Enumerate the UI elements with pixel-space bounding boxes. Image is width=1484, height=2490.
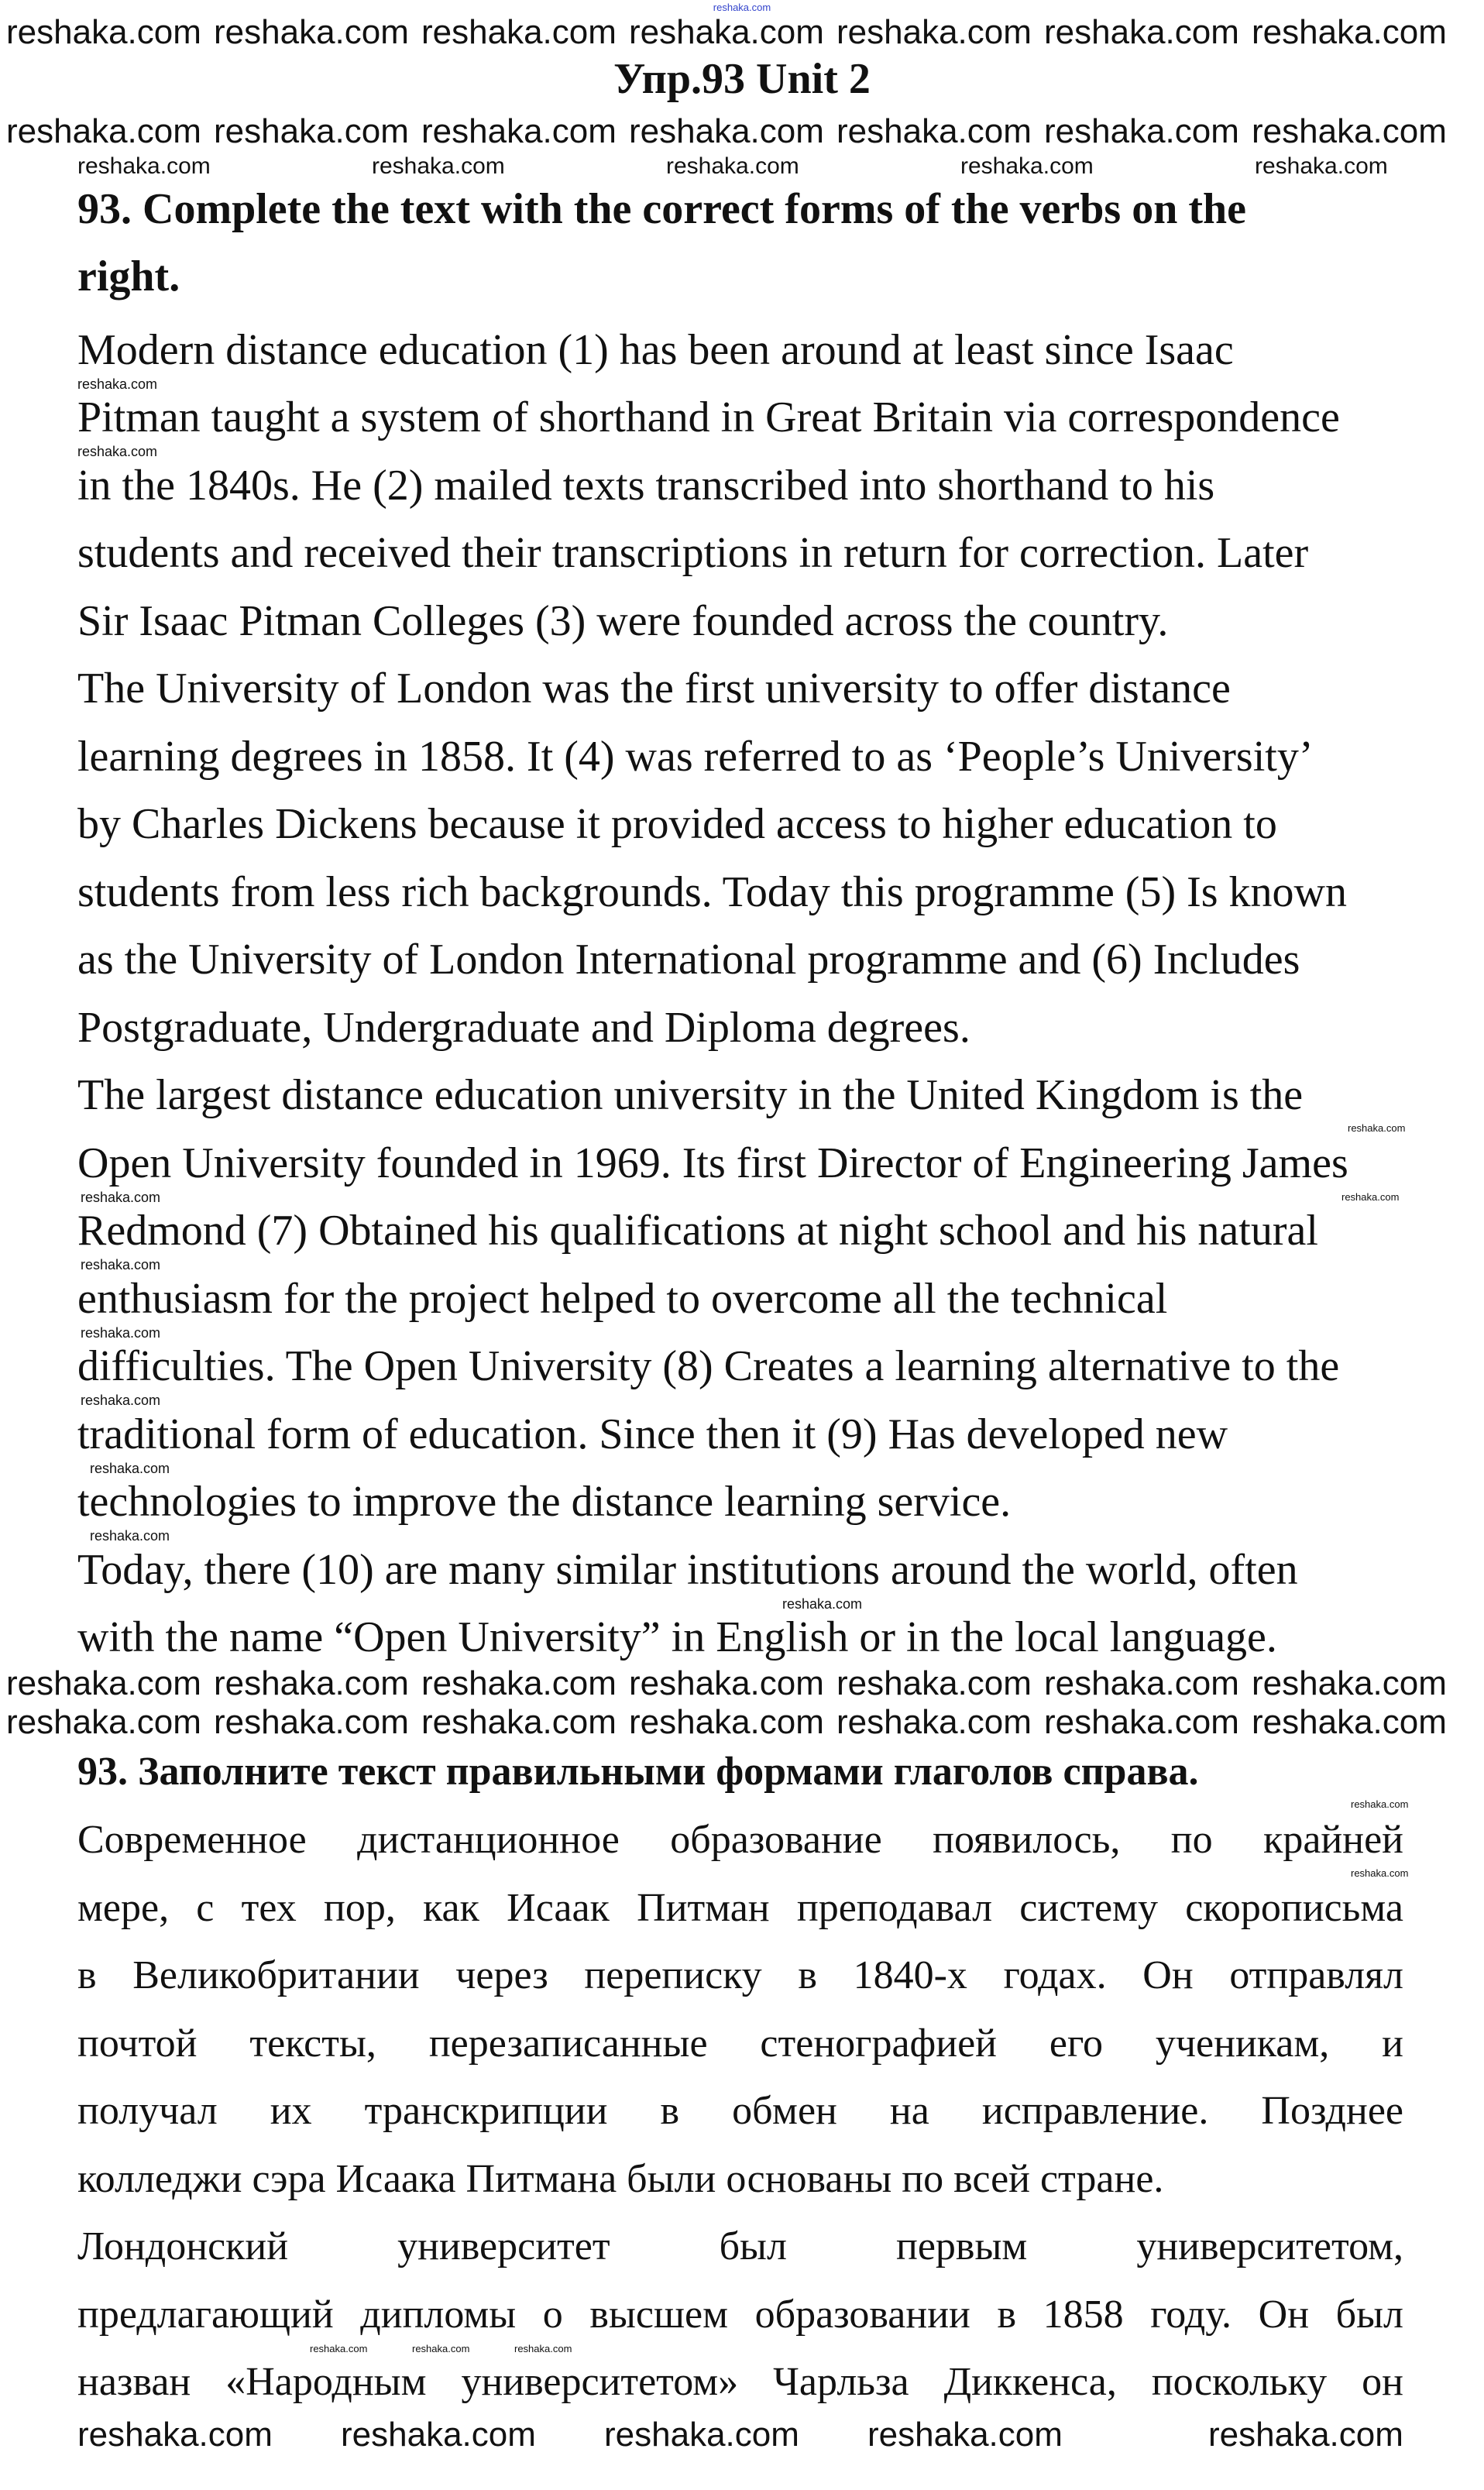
watermark: reshaka.com: [1044, 1703, 1239, 1741]
text-line: traditional form of education. Since then it (9) Has developed new: [77, 1410, 1228, 1458]
watermark: reshaka.com: [1044, 1664, 1239, 1702]
watermark: reshaka.com: [310, 2343, 368, 2354]
text-line: в Великобритании через переписку в 1840-х годах. Он отправлял: [77, 1953, 1403, 1997]
watermark: reshaka.com: [77, 444, 158, 459]
watermark: reshaka.com: [782, 1596, 863, 1612]
text-line: enthusiasm for the project helped to overcome all the technical: [77, 1275, 1168, 1323]
watermark: reshaka.com: [81, 1257, 161, 1272]
text-line: students from less rich backgrounds. Today this programme (5) Is known: [77, 868, 1347, 916]
text-line: Redmond (7) Obtained his qualifications at night school and his natural: [77, 1207, 1318, 1255]
watermark: reshaka.com: [421, 1664, 617, 1702]
watermark: reshaka.com: [81, 1325, 161, 1341]
page-title: Упр.93 Unit 2: [613, 55, 871, 103]
text-line: Postgraduate, Undergraduate and Diploma degrees.: [77, 1004, 970, 1052]
watermark: reshaka.com: [629, 112, 824, 150]
watermark: reshaka.com: [1351, 1867, 1409, 1879]
watermark: reshaka.com: [1208, 2416, 1403, 2454]
watermark: reshaka.com: [81, 1190, 161, 1205]
text-line: as the University of London International programme and (6) Includes: [77, 936, 1300, 984]
text-line: Today, there (10) are many similar institutions around the world, often: [77, 1546, 1298, 1594]
watermark: reshaka.com: [421, 112, 617, 150]
watermark: reshaka.com: [836, 112, 1032, 150]
watermark: reshaka.com: [1252, 112, 1447, 150]
russian-heading: 93. Заполните текст правильными формами глаголов справа.: [77, 1750, 1199, 1794]
watermark: reshaka.com: [6, 13, 201, 51]
watermark: reshaka.com: [666, 153, 799, 179]
english-heading: 93. Complete the text with the correct forms of the verbs on the: [77, 185, 1246, 233]
text-line: learning degrees in 1858. It (4) was referred to as ‘People’s University’: [77, 733, 1314, 781]
text-line: technologies to improve the distance learning service.: [77, 1478, 1012, 1526]
text-line: Современное дистанционное образование появилось, по крайней: [77, 1818, 1403, 1862]
watermark: reshaka.com: [81, 1393, 161, 1408]
english-heading-cont: right.: [77, 252, 180, 301]
watermark: reshaka.com: [214, 1703, 409, 1741]
text-line: колледжи сэра Исаака Питмана были основаны по всей стране.: [77, 2157, 1164, 2201]
watermark: reshaka.com: [836, 1664, 1032, 1702]
watermark: reshaka.com: [1044, 112, 1239, 150]
text-line: The largest distance education university in the United Kingdom is the: [77, 1071, 1304, 1119]
text-line: предлагающий дипломы о высшем образовании в 1858 году. Он был: [77, 2293, 1403, 2337]
watermark: reshaka.com: [1255, 153, 1388, 179]
text-line: получал их транскрипции в обмен на исправление. Позднее: [77, 2089, 1403, 2133]
watermark: reshaka.com: [867, 2416, 1063, 2454]
watermark: reshaka.com: [836, 1703, 1032, 1741]
top-watermark: reshaka.com: [713, 2, 771, 13]
watermark: reshaka.com: [629, 13, 824, 51]
text-line: Open University founded in 1969. Its first Director of Engineering James: [77, 1139, 1348, 1187]
text-line: Лондонский университет был первым университетом,: [77, 2224, 1403, 2268]
watermark: reshaka.com: [6, 1664, 201, 1702]
watermark: reshaka.com: [1044, 13, 1239, 51]
watermark: reshaka.com: [960, 153, 1094, 179]
watermark: reshaka.com: [341, 2416, 536, 2454]
watermark: reshaka.com: [90, 1528, 170, 1544]
watermark: reshaka.com: [214, 13, 409, 51]
watermark: reshaka.com: [1348, 1122, 1406, 1134]
text-line: назван «Народным университетом» Чарльза Диккенса, поскольку он: [77, 2360, 1403, 2404]
watermark: reshaka.com: [629, 1703, 824, 1741]
watermark: reshaka.com: [604, 2416, 799, 2454]
watermark: reshaka.com: [412, 2343, 470, 2354]
watermark: reshaka.com: [836, 13, 1032, 51]
text-line: by Charles Dickens because it provided access to higher education to: [77, 800, 1277, 848]
text-line: Pitman taught a system of shorthand in Great Britain via correspondence: [77, 393, 1340, 441]
watermark: reshaka.com: [214, 112, 409, 150]
watermark: reshaka.com: [514, 2343, 572, 2354]
text-line: почтой тексты, перезаписанные стенографией его ученикам, и: [77, 2021, 1403, 2066]
watermark: reshaka.com: [421, 13, 617, 51]
watermark: reshaka.com: [77, 2416, 273, 2454]
text-line: difficulties. The Open University (8) Creates a learning alternative to the: [77, 1342, 1340, 1390]
watermark: reshaka.com: [1341, 1191, 1400, 1203]
text-line: with the name “Open University” in English or in the local language.: [77, 1613, 1277, 1661]
text-line: мере, с тех пор, как Исаак Питман преподавал систему скорописьма: [77, 1886, 1403, 1930]
watermark: reshaka.com: [1252, 1703, 1447, 1741]
watermark: reshaka.com: [6, 1703, 201, 1741]
watermark: reshaka.com: [77, 153, 211, 179]
watermark: reshaka.com: [214, 1664, 409, 1702]
watermark: reshaka.com: [90, 1461, 170, 1476]
text-line: in the 1840s. He (2) mailed texts transcribed into shorthand to his: [77, 462, 1215, 510]
watermark: reshaka.com: [77, 376, 158, 392]
watermark: reshaka.com: [1252, 1664, 1447, 1702]
watermark: reshaka.com: [6, 112, 201, 150]
watermark: reshaka.com: [629, 1664, 824, 1702]
watermark: reshaka.com: [1351, 1798, 1409, 1810]
watermark: reshaka.com: [372, 153, 505, 179]
text-line: The University of London was the first university to offer distance: [77, 665, 1231, 713]
text-line: Modern distance education (1) has been around at least since Isaac: [77, 326, 1234, 374]
text-line: Sir Isaac Pitman Colleges (3) were founded across the country.: [77, 597, 1169, 645]
watermark: reshaka.com: [421, 1703, 617, 1741]
watermark: reshaka.com: [1252, 13, 1447, 51]
text-line: students and received their transcriptions in return for correction. Later: [77, 529, 1309, 577]
